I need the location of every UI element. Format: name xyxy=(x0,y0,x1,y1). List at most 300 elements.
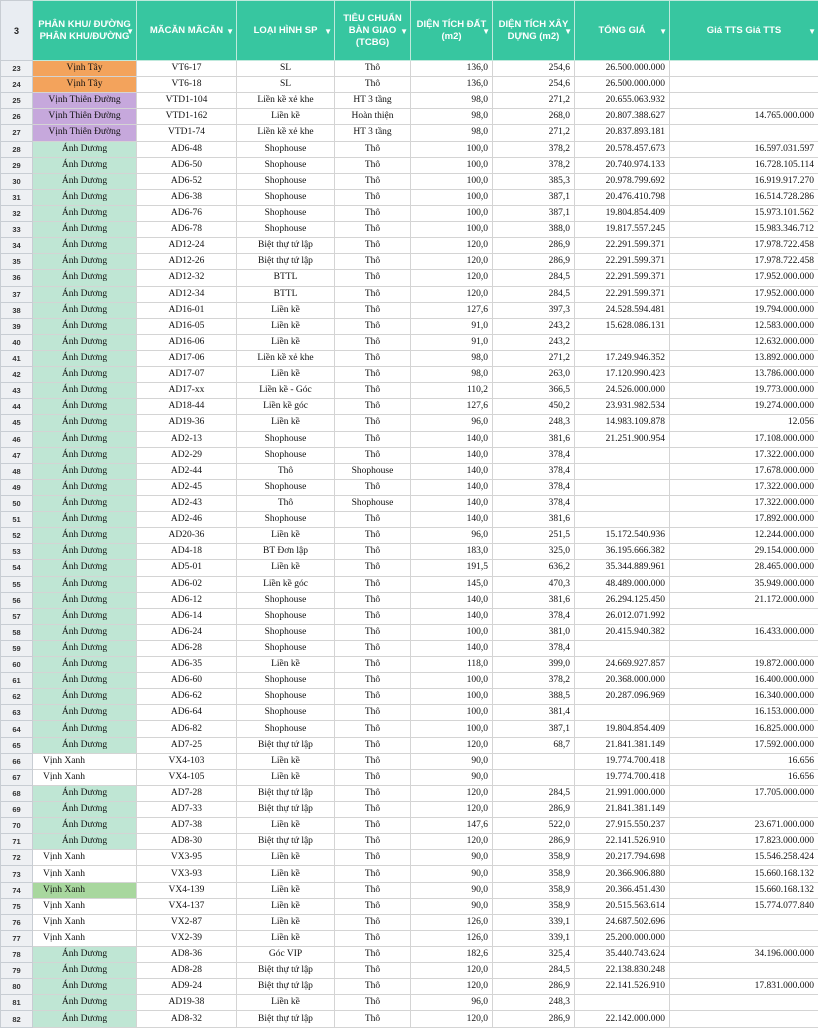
tts-price-cell[interactable]: 15.983.346.712 xyxy=(670,222,818,238)
code-cell[interactable]: AD2-44 xyxy=(137,463,237,479)
code-cell[interactable]: AD2-43 xyxy=(137,495,237,511)
code-cell[interactable]: AD16-05 xyxy=(137,318,237,334)
build-area-cell[interactable]: 397,3 xyxy=(493,302,575,318)
row-number-cell[interactable]: 31 xyxy=(1,189,33,205)
code-cell[interactable]: AD8-28 xyxy=(137,963,237,979)
row-number-cell[interactable]: 78 xyxy=(1,947,33,963)
zone-cell[interactable]: Ánh Dương xyxy=(33,495,137,511)
table-row[interactable] xyxy=(1,947,818,963)
row-number-cell[interactable]: 40 xyxy=(1,334,33,350)
build-area-cell[interactable]: 248,3 xyxy=(493,415,575,431)
land-area-cell[interactable]: 140,0 xyxy=(411,463,493,479)
tcbg-cell[interactable]: Thô xyxy=(335,721,411,737)
zone-cell[interactable]: Ánh Dương xyxy=(33,415,137,431)
build-area-cell[interactable]: 271,2 xyxy=(493,350,575,366)
zone-cell[interactable]: Vịnh Tây xyxy=(33,61,137,77)
code-cell[interactable]: AD5-01 xyxy=(137,560,237,576)
row-number-cell[interactable]: 41 xyxy=(1,350,33,366)
zone-cell[interactable]: Ánh Dương xyxy=(33,270,137,286)
tcbg-cell[interactable]: Shophouse xyxy=(335,463,411,479)
tcbg-cell[interactable]: Thô xyxy=(335,238,411,254)
build-area-cell[interactable]: 636,2 xyxy=(493,560,575,576)
land-area-cell[interactable]: 140,0 xyxy=(411,608,493,624)
tts-price-cell[interactable]: 17.823.000.000 xyxy=(670,834,818,850)
row-number-cell[interactable]: 30 xyxy=(1,173,33,189)
land-area-cell[interactable]: 100,0 xyxy=(411,189,493,205)
land-area-cell[interactable]: 100,0 xyxy=(411,222,493,238)
land-area-cell[interactable]: 140,0 xyxy=(411,640,493,656)
tts-price-cell[interactable]: 29.154.000.000 xyxy=(670,544,818,560)
zone-cell[interactable]: Ánh Dương xyxy=(33,657,137,673)
code-cell[interactable]: AD2-29 xyxy=(137,447,237,463)
build-area-cell[interactable]: 251,5 xyxy=(493,528,575,544)
total-price-cell[interactable]: 35.440.743.624 xyxy=(575,947,670,963)
type-cell[interactable]: Liền kề góc xyxy=(237,399,335,415)
zone-cell[interactable]: Ánh Dương xyxy=(33,189,137,205)
code-cell[interactable]: AD19-36 xyxy=(137,415,237,431)
zone-cell[interactable]: Vịnh Tây xyxy=(33,77,137,93)
table-row[interactable] xyxy=(1,495,818,511)
type-cell[interactable]: Liền kề xyxy=(237,818,335,834)
code-cell[interactable]: AD17-xx xyxy=(137,383,237,399)
land-area-cell[interactable]: 90,0 xyxy=(411,769,493,785)
row-number-cell[interactable]: 45 xyxy=(1,415,33,431)
zone-cell[interactable]: Ánh Dương xyxy=(33,834,137,850)
type-cell[interactable]: Liền kề xyxy=(237,753,335,769)
build-area-cell[interactable]: 450,2 xyxy=(493,399,575,415)
zone-cell[interactable]: Ánh Dương xyxy=(33,157,137,173)
table-row[interactable] xyxy=(1,657,818,673)
land-area-header[interactable] xyxy=(411,1,493,61)
build-area-cell[interactable]: 522,0 xyxy=(493,818,575,834)
land-area-cell[interactable]: 98,0 xyxy=(411,109,493,125)
table-row[interactable] xyxy=(1,61,818,77)
tcbg-cell[interactable]: Thô xyxy=(335,930,411,946)
code-cell[interactable]: AD12-24 xyxy=(137,238,237,254)
total-price-cell[interactable]: 22.142.000.000 xyxy=(575,1011,670,1027)
table-row[interactable] xyxy=(1,673,818,689)
tts-price-cell[interactable] xyxy=(670,914,818,930)
land-area-cell[interactable]: 140,0 xyxy=(411,495,493,511)
code-cell[interactable]: AD6-82 xyxy=(137,721,237,737)
build-area-cell[interactable]: 284,5 xyxy=(493,963,575,979)
land-area-cell[interactable]: 182,6 xyxy=(411,947,493,963)
build-area-cell[interactable]: 378,2 xyxy=(493,141,575,157)
code-cell[interactable]: AD12-26 xyxy=(137,254,237,270)
build-area-cell[interactable]: 381,6 xyxy=(493,431,575,447)
land-area-cell[interactable]: 120,0 xyxy=(411,238,493,254)
table-row[interactable] xyxy=(1,270,818,286)
table-row[interactable] xyxy=(1,624,818,640)
table-row[interactable] xyxy=(1,302,818,318)
type-cell[interactable]: Thô xyxy=(237,463,335,479)
tts-price-cell[interactable]: 34.196.000.000 xyxy=(670,947,818,963)
tcbg-cell[interactable]: Thô xyxy=(335,802,411,818)
table-row[interactable] xyxy=(1,640,818,656)
row-number-cell[interactable]: 66 xyxy=(1,753,33,769)
tts-price-cell[interactable]: 16.825.000.000 xyxy=(670,721,818,737)
zone-cell[interactable]: Ánh Dương xyxy=(33,963,137,979)
tts-price-cell[interactable]: 12.056 xyxy=(670,415,818,431)
table-row[interactable] xyxy=(1,721,818,737)
total-price-cell[interactable]: 22.141.526.910 xyxy=(575,834,670,850)
build-area-cell[interactable]: 284,5 xyxy=(493,270,575,286)
type-cell[interactable]: Liền kề xyxy=(237,769,335,785)
code-cell[interactable]: VX4-137 xyxy=(137,898,237,914)
tcbg-cell[interactable]: Thô xyxy=(335,640,411,656)
code-cell[interactable]: AD17-07 xyxy=(137,367,237,383)
type-cell[interactable]: Shophouse xyxy=(237,479,335,495)
table-row[interactable] xyxy=(1,705,818,721)
row-number-cell[interactable]: 80 xyxy=(1,979,33,995)
row-number-cell[interactable]: 69 xyxy=(1,802,33,818)
row-number-cell[interactable]: 82 xyxy=(1,1011,33,1027)
tcbg-cell[interactable]: Thô xyxy=(335,286,411,302)
row-number-cell[interactable]: 75 xyxy=(1,898,33,914)
code-cell[interactable]: AD6-52 xyxy=(137,173,237,189)
total-price-cell[interactable]: 26.294.125.450 xyxy=(575,592,670,608)
build-area-cell[interactable]: 358,9 xyxy=(493,898,575,914)
code-cell[interactable]: AD4-18 xyxy=(137,544,237,560)
tts-price-cell[interactable]: 23.671.000.000 xyxy=(670,818,818,834)
tts-price-cell[interactable]: 16.919.917.270 xyxy=(670,173,818,189)
table-row[interactable] xyxy=(1,463,818,479)
total-price-cell[interactable]: 36.195.666.382 xyxy=(575,544,670,560)
filter-icon[interactable]: ▼ xyxy=(482,26,490,38)
land-area-cell[interactable]: 140,0 xyxy=(411,479,493,495)
code-cell[interactable]: AD8-32 xyxy=(137,1011,237,1027)
land-area-cell[interactable]: 183,0 xyxy=(411,544,493,560)
code-cell[interactable]: AD2-45 xyxy=(137,479,237,495)
tts-price-cell[interactable]: 17.322.000.000 xyxy=(670,447,818,463)
total-price-cell[interactable]: 22.141.526.910 xyxy=(575,979,670,995)
row-number-cell[interactable]: 43 xyxy=(1,383,33,399)
land-area-cell[interactable]: 96,0 xyxy=(411,528,493,544)
land-area-cell[interactable]: 140,0 xyxy=(411,431,493,447)
zone-cell[interactable]: Ánh Dương xyxy=(33,576,137,592)
type-cell[interactable]: Liền kề xyxy=(237,367,335,383)
build-area-cell[interactable]: 271,2 xyxy=(493,93,575,109)
row-number-cell[interactable]: 71 xyxy=(1,834,33,850)
table-row[interactable] xyxy=(1,866,818,882)
row-number-cell[interactable]: 55 xyxy=(1,576,33,592)
zone-cell[interactable]: Ánh Dương xyxy=(33,302,137,318)
tts-price-cell[interactable] xyxy=(670,802,818,818)
code-cell[interactable]: AD9-24 xyxy=(137,979,237,995)
type-cell[interactable]: Shophouse xyxy=(237,447,335,463)
tts-price-cell[interactable]: 13.892.000.000 xyxy=(670,350,818,366)
zone-cell[interactable]: Ánh Dương xyxy=(33,479,137,495)
table-row[interactable] xyxy=(1,882,818,898)
tts-price-cell[interactable]: 16.656 xyxy=(670,753,818,769)
table-row[interactable] xyxy=(1,592,818,608)
tcbg-cell[interactable]: Thô xyxy=(335,866,411,882)
zone-cell[interactable]: Ánh Dương xyxy=(33,383,137,399)
code-cell[interactable]: AD18-44 xyxy=(137,399,237,415)
tcbg-cell[interactable]: Thô xyxy=(335,979,411,995)
row-number-cell[interactable]: 33 xyxy=(1,222,33,238)
code-cell[interactable]: AD19-38 xyxy=(137,995,237,1011)
zone-cell[interactable]: Ánh Dương xyxy=(33,689,137,705)
row-number-cell[interactable]: 60 xyxy=(1,657,33,673)
build-area-cell[interactable]: 358,9 xyxy=(493,850,575,866)
total-price-cell[interactable]: 24.687.502.696 xyxy=(575,914,670,930)
code-cell[interactable]: AD6-64 xyxy=(137,705,237,721)
filter-icon[interactable]: ▼ xyxy=(324,26,332,38)
land-area-cell[interactable]: 91,0 xyxy=(411,318,493,334)
type-cell[interactable]: Biệt thự tứ lập xyxy=(237,834,335,850)
tcbg-header[interactable] xyxy=(335,1,411,61)
total-price-cell[interactable]: 26.500.000.000 xyxy=(575,61,670,77)
build-area-cell[interactable]: 68,7 xyxy=(493,737,575,753)
zone-cell[interactable]: Ánh Dương xyxy=(33,447,137,463)
zone-cell[interactable]: Ánh Dương xyxy=(33,222,137,238)
table-row[interactable] xyxy=(1,189,818,205)
table-row[interactable] xyxy=(1,415,818,431)
table-row[interactable] xyxy=(1,479,818,495)
total-price-cell[interactable]: 35.344.889.961 xyxy=(575,560,670,576)
total-price-cell[interactable] xyxy=(575,495,670,511)
code-cell[interactable]: AD20-36 xyxy=(137,528,237,544)
tts-price-cell[interactable]: 12.583.000.000 xyxy=(670,318,818,334)
row-number-cell[interactable]: 42 xyxy=(1,367,33,383)
zone-cell[interactable]: Ánh Dương xyxy=(33,802,137,818)
zone-cell[interactable]: Ánh Dương xyxy=(33,592,137,608)
table-row[interactable] xyxy=(1,447,818,463)
tts-price-cell[interactable] xyxy=(670,930,818,946)
row-number-cell[interactable]: 58 xyxy=(1,624,33,640)
code-cell[interactable]: AD6-60 xyxy=(137,673,237,689)
tcbg-cell[interactable]: Thô xyxy=(335,850,411,866)
filter-icon[interactable]: ▼ xyxy=(659,26,667,38)
land-area-cell[interactable]: 100,0 xyxy=(411,705,493,721)
code-cell[interactable]: VT6-17 xyxy=(137,61,237,77)
total-price-cell[interactable]: 20.837.893.181 xyxy=(575,125,670,141)
build-area-cell[interactable]: 381,6 xyxy=(493,592,575,608)
row-number-cell[interactable]: 49 xyxy=(1,479,33,495)
tcbg-cell[interactable]: Thô xyxy=(335,689,411,705)
total-price-cell[interactable] xyxy=(575,463,670,479)
build-area-cell[interactable]: 388,5 xyxy=(493,689,575,705)
tts-price-cell[interactable]: 16.340.000.000 xyxy=(670,689,818,705)
total-price-cell[interactable]: 20.476.410.798 xyxy=(575,189,670,205)
land-area-cell[interactable]: 100,0 xyxy=(411,205,493,221)
land-area-cell[interactable]: 100,0 xyxy=(411,673,493,689)
table-row[interactable] xyxy=(1,769,818,785)
tcbg-cell[interactable]: Thô xyxy=(335,753,411,769)
tcbg-cell[interactable]: Thô xyxy=(335,254,411,270)
code-cell[interactable]: AD2-13 xyxy=(137,431,237,447)
zone-cell[interactable]: Ánh Dương xyxy=(33,608,137,624)
total-price-cell[interactable]: 24.669.927.857 xyxy=(575,657,670,673)
total-price-cell[interactable]: 21.251.900.954 xyxy=(575,431,670,447)
tcbg-cell[interactable]: Thô xyxy=(335,995,411,1011)
tts-price-cell[interactable]: 17.892.000.000 xyxy=(670,512,818,528)
tts-price-cell[interactable]: 17.952.000.000 xyxy=(670,270,818,286)
type-cell[interactable]: BTTL xyxy=(237,270,335,286)
build-area-cell[interactable]: 286,9 xyxy=(493,1011,575,1027)
row-number-cell[interactable]: 67 xyxy=(1,769,33,785)
row-number-cell[interactable]: 54 xyxy=(1,560,33,576)
tcbg-cell[interactable]: Thô xyxy=(335,512,411,528)
total-price-cell[interactable]: 19.774.700.418 xyxy=(575,769,670,785)
total-price-cell[interactable]: 26.012.071.992 xyxy=(575,608,670,624)
land-area-cell[interactable]: 127,6 xyxy=(411,302,493,318)
total-price-cell[interactable]: 19.774.700.418 xyxy=(575,753,670,769)
tcbg-cell[interactable]: Thô xyxy=(335,624,411,640)
code-cell[interactable]: AD16-06 xyxy=(137,334,237,350)
build-area-cell[interactable]: 378,2 xyxy=(493,673,575,689)
total-price-cell[interactable]: 20.366.906.880 xyxy=(575,866,670,882)
tts-price-cell[interactable]: 21.172.000.000 xyxy=(670,592,818,608)
build-area-cell[interactable]: 378,4 xyxy=(493,463,575,479)
row-number-cell[interactable]: 27 xyxy=(1,125,33,141)
build-area-cell[interactable] xyxy=(493,769,575,785)
code-cell[interactable]: AD6-35 xyxy=(137,657,237,673)
land-area-cell[interactable]: 90,0 xyxy=(411,753,493,769)
total-price-cell[interactable] xyxy=(575,995,670,1011)
row-number-cell[interactable]: 44 xyxy=(1,399,33,415)
tcbg-cell[interactable]: Thô xyxy=(335,334,411,350)
tcbg-cell[interactable]: Thô xyxy=(335,61,411,77)
row-number-cell[interactable]: 72 xyxy=(1,850,33,866)
tts-price-cell[interactable]: 16.728.105.114 xyxy=(670,157,818,173)
total-price-cell[interactable]: 20.217.794.698 xyxy=(575,850,670,866)
land-area-cell[interactable]: 98,0 xyxy=(411,93,493,109)
zone-cell[interactable]: Ánh Dương xyxy=(33,737,137,753)
tcbg-cell[interactable]: Thô xyxy=(335,737,411,753)
total-price-cell[interactable]: 19.804.854.409 xyxy=(575,721,670,737)
build-area-cell[interactable]: 378,2 xyxy=(493,157,575,173)
zone-cell[interactable]: Ánh Dương xyxy=(33,431,137,447)
table-row[interactable] xyxy=(1,383,818,399)
zone-cell[interactable]: Vịnh Xanh xyxy=(33,769,137,785)
row-number-cell[interactable]: 74 xyxy=(1,882,33,898)
total-price-cell[interactable]: 20.578.457.673 xyxy=(575,141,670,157)
land-area-cell[interactable]: 127,6 xyxy=(411,399,493,415)
build-area-cell[interactable]: 286,9 xyxy=(493,802,575,818)
build-area-cell[interactable]: 286,9 xyxy=(493,834,575,850)
table-row[interactable] xyxy=(1,254,818,270)
zone-cell[interactable]: Ánh Dương xyxy=(33,205,137,221)
land-area-cell[interactable]: 90,0 xyxy=(411,850,493,866)
row-number-cell[interactable]: 25 xyxy=(1,93,33,109)
type-cell[interactable]: Shophouse xyxy=(237,512,335,528)
tcbg-cell[interactable]: Thô xyxy=(335,431,411,447)
table-row[interactable] xyxy=(1,350,818,366)
row-number-cell[interactable]: 64 xyxy=(1,721,33,737)
tcbg-cell[interactable]: Thô xyxy=(335,657,411,673)
code-cell[interactable]: AD2-46 xyxy=(137,512,237,528)
land-area-cell[interactable]: 91,0 xyxy=(411,334,493,350)
table-row[interactable] xyxy=(1,238,818,254)
build-area-cell[interactable]: 268,0 xyxy=(493,109,575,125)
zone-cell[interactable]: Ánh Dương xyxy=(33,254,137,270)
row-number-cell[interactable]: 57 xyxy=(1,608,33,624)
table-row[interactable] xyxy=(1,1011,818,1027)
type-cell[interactable]: Liền kề xyxy=(237,850,335,866)
type-cell[interactable]: Liền kề xyxy=(237,560,335,576)
table-row[interactable] xyxy=(1,753,818,769)
build-area-cell[interactable]: 284,5 xyxy=(493,785,575,801)
type-cell[interactable]: Liền kề xyxy=(237,866,335,882)
table-row[interactable] xyxy=(1,785,818,801)
land-area-cell[interactable]: 140,0 xyxy=(411,512,493,528)
type-cell[interactable]: Liền kề xyxy=(237,930,335,946)
row-number-cell[interactable]: 36 xyxy=(1,270,33,286)
table-row[interactable] xyxy=(1,125,818,141)
row-number-cell[interactable]: 52 xyxy=(1,528,33,544)
table-row[interactable] xyxy=(1,93,818,109)
type-cell[interactable]: Shophouse xyxy=(237,689,335,705)
table-row[interactable] xyxy=(1,818,818,834)
build-area-cell[interactable]: 381,0 xyxy=(493,624,575,640)
zone-cell[interactable]: Ánh Dương xyxy=(33,334,137,350)
tts-price-cell[interactable] xyxy=(670,963,818,979)
tcbg-cell[interactable]: Thô xyxy=(335,173,411,189)
tts-price-cell[interactable]: 17.978.722.458 xyxy=(670,254,818,270)
total-price-cell[interactable]: 27.915.550.237 xyxy=(575,818,670,834)
table-row[interactable] xyxy=(1,914,818,930)
build-area-cell[interactable]: 243,2 xyxy=(493,318,575,334)
tts-price-cell[interactable]: 13.786.000.000 xyxy=(670,367,818,383)
type-cell[interactable]: Liền kề xyxy=(237,302,335,318)
zone-cell[interactable]: Vịnh Xanh xyxy=(33,898,137,914)
zone-cell[interactable]: Vịnh Xanh xyxy=(33,850,137,866)
total-price-cell[interactable] xyxy=(575,705,670,721)
tcbg-cell[interactable]: Thô xyxy=(335,963,411,979)
filter-icon[interactable]: ▼ xyxy=(126,26,134,38)
build-area-cell[interactable]: 387,1 xyxy=(493,189,575,205)
tcbg-cell[interactable]: Thô xyxy=(335,367,411,383)
tcbg-cell[interactable]: Thô xyxy=(335,882,411,898)
tts-price-cell[interactable]: 19.274.000.000 xyxy=(670,399,818,415)
zone-cell[interactable]: Ánh Dương xyxy=(33,673,137,689)
land-area-cell[interactable]: 110,2 xyxy=(411,383,493,399)
total-price-cell[interactable] xyxy=(575,447,670,463)
table-row[interactable] xyxy=(1,222,818,238)
zone-cell[interactable]: Vịnh Thiên Đường xyxy=(33,109,137,125)
tcbg-cell[interactable]: Thô xyxy=(335,818,411,834)
zone-cell[interactable]: Vịnh Xanh xyxy=(33,930,137,946)
land-area-cell[interactable]: 100,0 xyxy=(411,689,493,705)
land-area-cell[interactable]: 90,0 xyxy=(411,882,493,898)
table-row[interactable] xyxy=(1,318,818,334)
build-area-header[interactable] xyxy=(493,1,575,61)
build-area-cell[interactable]: 254,6 xyxy=(493,61,575,77)
build-area-cell[interactable]: 385,3 xyxy=(493,173,575,189)
tts-price-cell[interactable]: 17.322.000.000 xyxy=(670,479,818,495)
type-cell[interactable]: Góc VIP xyxy=(237,947,335,963)
type-cell[interactable]: SL xyxy=(237,77,335,93)
total-price-cell[interactable]: 21.841.381.149 xyxy=(575,737,670,753)
tcbg-cell[interactable]: Thô xyxy=(335,544,411,560)
land-area-cell[interactable]: 191,5 xyxy=(411,560,493,576)
row-number-cell[interactable]: 56 xyxy=(1,592,33,608)
row-number-cell[interactable]: 46 xyxy=(1,431,33,447)
tts-price-cell[interactable]: 17.592.000.000 xyxy=(670,737,818,753)
code-cell[interactable]: AD6-02 xyxy=(137,576,237,592)
zone-cell[interactable]: Ánh Dương xyxy=(33,238,137,254)
tcbg-cell[interactable]: Thô xyxy=(335,947,411,963)
land-area-cell[interactable]: 136,0 xyxy=(411,77,493,93)
row-number-cell[interactable]: 68 xyxy=(1,785,33,801)
table-row[interactable] xyxy=(1,141,818,157)
build-area-cell[interactable]: 366,5 xyxy=(493,383,575,399)
land-area-cell[interactable]: 98,0 xyxy=(411,367,493,383)
zone-cell[interactable]: Ánh Dương xyxy=(33,785,137,801)
type-cell[interactable]: Shophouse xyxy=(237,189,335,205)
